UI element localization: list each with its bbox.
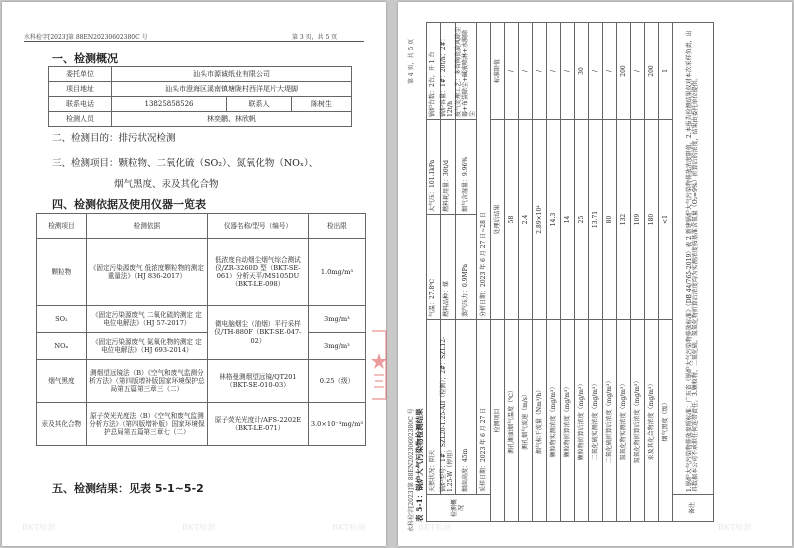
table-cell: 25 bbox=[575, 120, 589, 320]
table-row bbox=[455, 23, 477, 522]
table-cell: 低浓度自动烟尘烟气综合测试仪/ZR-3260D 型（BKT-SE-061）分析天平/MS105DU（BKT-LE-098） bbox=[207, 239, 308, 306]
table-cell: 废气处理工艺：多管陶瓷旋风除尘器+布袋除尘+碱液喷淋+水膜除尘 bbox=[455, 23, 477, 120]
table-cell: 《固定污染源废气 二氧化硫的测定 定电位电解法》（HJ 57-2017） bbox=[86, 306, 207, 333]
table-row bbox=[427, 23, 441, 522]
table-cell: 联系人 bbox=[227, 97, 292, 112]
table-cell: 联系电话 bbox=[49, 97, 112, 112]
table-cell: 汞及其化合物 bbox=[37, 403, 87, 446]
table-cell: 检测概况 bbox=[427, 495, 491, 522]
table-cell: NOₓ bbox=[37, 333, 87, 360]
table-cell: 《固定污染源废气 低浓度颗粒物的测定 重量法》（HJ 836-2017） bbox=[86, 239, 207, 306]
table-cell: 3mg/m³ bbox=[308, 333, 365, 360]
table-row bbox=[441, 23, 456, 522]
table-cell: 测烟望远镜法（B）《空气和废气监测分析方法》（第四版增补版国家环境保护总局第五篇第三章三（二） bbox=[86, 360, 207, 403]
table-header-cell: 仪器名称/型号（编号） bbox=[207, 214, 308, 239]
table-row bbox=[561, 23, 575, 522]
section-1-title: 一、检测概况 bbox=[52, 52, 118, 65]
table-cell: 二氧化硫实测浓度（mg/m³） bbox=[589, 320, 603, 522]
header-rule bbox=[24, 41, 364, 42]
table-cell: 颗粒物折算后浓度（mg/m³） bbox=[575, 320, 589, 522]
table-cell: 汞及其化合物浓度（mg/m³） bbox=[645, 320, 659, 522]
table-cell: 3mg/m³ bbox=[308, 306, 365, 333]
table-row bbox=[659, 23, 673, 522]
table-cell: 林格曼测烟望远镜/QT201（BKT-SE-010-03） bbox=[207, 360, 308, 403]
table-cell: / bbox=[533, 23, 547, 120]
watermark-text: BKT检测 bbox=[418, 523, 452, 532]
table-cell: 采样日期：2023 年 6 月 27 日 bbox=[477, 320, 491, 495]
table-header-cell: 检测项目 bbox=[491, 320, 505, 522]
table-cell: 原子荧光光度法（B）《空气和废气监测分析方法》（第四版增补版）国家环境保护总局第五篇第三章七（二） bbox=[86, 403, 207, 446]
table-cell: 烟气含湿量：9.96% bbox=[455, 120, 477, 215]
table-cell: 测孔断面烟气温度（℃） bbox=[505, 320, 519, 522]
table-row bbox=[37, 403, 366, 446]
table-cell: 2.89×10⁴ bbox=[533, 120, 547, 320]
table-row bbox=[37, 360, 366, 403]
table-cell: 《固定污染源废气 氮氧化物的测定 定电位电解法》（HJ 693-2014） bbox=[86, 333, 207, 360]
table-row bbox=[477, 23, 491, 522]
table-header-cell: 检测项目 bbox=[37, 214, 87, 239]
table-cell: 200 bbox=[617, 23, 631, 120]
table-cell: 陈树生 bbox=[292, 97, 352, 112]
table-row bbox=[491, 23, 505, 522]
section-2-text: 二、检测目的：排污状况检测 bbox=[52, 133, 176, 144]
section-5-title: 五、检测结果：见表 5-1~5-2 bbox=[52, 482, 204, 495]
table-cell: 109 bbox=[631, 120, 645, 320]
table-cell: 2.4 bbox=[519, 120, 533, 320]
table-cell: 30 bbox=[575, 23, 589, 120]
table-cell: 1.0mg/m³ bbox=[308, 239, 365, 306]
table-row bbox=[589, 23, 603, 522]
table-cell: 14.3 bbox=[547, 120, 561, 320]
table-cell: 颗粒物 bbox=[37, 239, 87, 306]
table-cell: / bbox=[561, 23, 575, 120]
table-header-cell: 处理后结果 bbox=[491, 120, 505, 320]
page-header-number: 第 3 页，共 5 页 bbox=[292, 34, 338, 41]
table-cell: 14 bbox=[561, 120, 575, 320]
table-cell: 氮氧化物实测浓度（mg/m³） bbox=[617, 320, 631, 522]
table-cell: 委托单位 bbox=[49, 67, 112, 82]
table-row bbox=[37, 214, 366, 239]
table-cell: 气温：27.8℃ bbox=[427, 215, 441, 320]
table-cell: / bbox=[519, 23, 533, 120]
table-cell: 林奕鹏、林欣帆 bbox=[112, 112, 352, 127]
basis-table bbox=[36, 213, 366, 446]
table-cell: 132 bbox=[617, 120, 631, 320]
table-row bbox=[519, 23, 533, 522]
table-header-cell: 检测依据 bbox=[86, 214, 207, 239]
watermark-text: BKT检测 bbox=[182, 523, 216, 532]
table-row bbox=[37, 239, 366, 306]
table-cell: 二氧化硫折算后浓度（mg/m³） bbox=[603, 320, 617, 522]
table-row bbox=[49, 112, 352, 127]
table-cell: 氮氧化物折算后浓度（mg/m³） bbox=[631, 320, 645, 522]
report-page-3 bbox=[2, 2, 386, 546]
table-cell: 测孔烟气流速（m/s） bbox=[519, 320, 533, 522]
table-cell: 汕头市澄海区溪南镇塘陇村西洋尾片大堤脚 bbox=[112, 82, 352, 97]
table-cell: 锅炉台数：2台，开 1 台 bbox=[427, 23, 441, 120]
table-cell: 燃料耗用量：30t/d bbox=[441, 120, 456, 215]
table-row bbox=[603, 23, 617, 522]
watermark-text: BKT检测 bbox=[22, 523, 56, 532]
table-cell: 微电脑烟尘（油烟）平行采样仪/TH-880F（BKT-SE-047-02） bbox=[207, 306, 308, 360]
table-row bbox=[645, 23, 659, 522]
table-cell: 13825858526 bbox=[112, 97, 227, 112]
table-cell: <1 bbox=[659, 120, 673, 320]
table-row bbox=[673, 23, 714, 522]
table-cell: 烟气黑度（级） bbox=[659, 320, 673, 522]
table-row bbox=[533, 23, 547, 522]
table-cell: SO₂ bbox=[37, 306, 87, 333]
table-cell: 锅炉容量：1#：20t/h；2#：12t/h bbox=[441, 23, 456, 120]
section-3-text-cont: 烟气黑度、汞及其化合物 bbox=[114, 179, 219, 190]
table-title: 表 5-1：锅炉大气污染物检测结果 bbox=[415, 408, 424, 522]
section-4-title: 四、检测依据及使用仪器一览表 bbox=[52, 198, 206, 211]
table-cell: 燃料品种：煤 bbox=[441, 215, 456, 320]
table-cell: / bbox=[505, 23, 519, 120]
overview-table bbox=[48, 66, 352, 127]
table-cell: 13.71 bbox=[589, 120, 603, 320]
table-cell: 颗粒物实测浓度（mg/m³） bbox=[547, 320, 561, 522]
table-row bbox=[37, 333, 366, 360]
table-row bbox=[37, 306, 366, 333]
table-cell: 锅炉型号：1#：SZL20-1.25-AII（检测）；2#：SZL12-1.25-W（停用） bbox=[441, 320, 456, 495]
table-row bbox=[617, 23, 631, 522]
table-cell: 烟气标干流量（Nm³/h） bbox=[533, 320, 547, 522]
results-table bbox=[426, 22, 714, 522]
table-row bbox=[547, 23, 561, 522]
table-row bbox=[49, 97, 352, 112]
table-cell: 烟囱高度：45m bbox=[455, 320, 477, 495]
table-cell: 汕头市源诚纸业有限公司 bbox=[112, 67, 352, 82]
table-row bbox=[49, 67, 352, 82]
table-cell: 烟气黑度 bbox=[37, 360, 87, 403]
table-cell: 天然状况：阴天 bbox=[427, 320, 441, 495]
page-header-number: 第 4 页，共 5 页 bbox=[408, 38, 415, 84]
table-row bbox=[575, 23, 589, 522]
table-cell: 蒸汽压力：0.9MPa bbox=[455, 215, 477, 320]
table-cell: 原子荧光光度计/AFS-2202E（BKT-LE-071） bbox=[207, 403, 308, 446]
table-cell: 200 bbox=[645, 23, 659, 120]
table-cell: / bbox=[589, 23, 603, 120]
table-cell: / bbox=[603, 23, 617, 120]
table-header-cell: 检出限 bbox=[308, 214, 365, 239]
watermark-text: BKT检测 bbox=[332, 523, 366, 532]
results-body bbox=[505, 23, 673, 522]
table-cell: 0.25（级） bbox=[308, 360, 365, 403]
page-header-code: 水科检字[2023]第 88EN20230602380C 号 bbox=[408, 408, 415, 532]
table-cell: 检测人员 bbox=[49, 112, 112, 127]
section-3-text: 三、检测项目：颗粒物、二氧化硫（SO₂）、氮氧化物（NOₓ）、 bbox=[52, 158, 319, 169]
table-header-cell: 标准限值 bbox=[491, 23, 505, 120]
table-cell: / bbox=[547, 23, 561, 120]
table-cell: 项目地址 bbox=[49, 82, 112, 97]
table-row bbox=[505, 23, 519, 522]
table-cell: 80 bbox=[603, 120, 617, 320]
table-cell: 58 bbox=[505, 120, 519, 320]
rotated-content bbox=[412, 12, 772, 522]
seal-stamp-icon bbox=[368, 325, 390, 405]
table-cell: 颗粒物折算浓度（mg/m³） bbox=[561, 320, 575, 522]
table-row bbox=[49, 82, 352, 97]
table-cell: 分析日期：2023 年 6 月 27 日~28 日 bbox=[477, 23, 491, 320]
report-page-4 bbox=[398, 2, 792, 546]
page-header-code: 水科检字[2023]第 88EN20230602380C 号 bbox=[24, 34, 148, 41]
table-cell: 1 bbox=[659, 23, 673, 120]
table-cell: 3.0×10⁻³mg/m³ bbox=[308, 403, 365, 446]
notes-cell: 1.锅炉大气污染物排放参照标准：广东省《锅炉大气污染物排放标准》（DB 44/765-2019）表 2 新建锅炉大气污染物排放浓度限值。2.本报告检测结果仅对本次采样负责，出具数据本公司不承担任何连带责任。3.颗粒物、二氧化硫、氮氧化物折算后浓度均为实测浓度按基准含氧量（O₂=9%）折算后的浓度，结果由委托单位提供。 bbox=[673, 23, 714, 495]
watermark-text: BKT检测 bbox=[718, 523, 752, 532]
table-cell: / bbox=[631, 23, 645, 120]
table-row bbox=[631, 23, 645, 522]
table-cell: 大气压：101.1kPa bbox=[427, 120, 441, 215]
table-cell: 备注 bbox=[673, 495, 714, 522]
table-cell: 180 bbox=[645, 120, 659, 320]
